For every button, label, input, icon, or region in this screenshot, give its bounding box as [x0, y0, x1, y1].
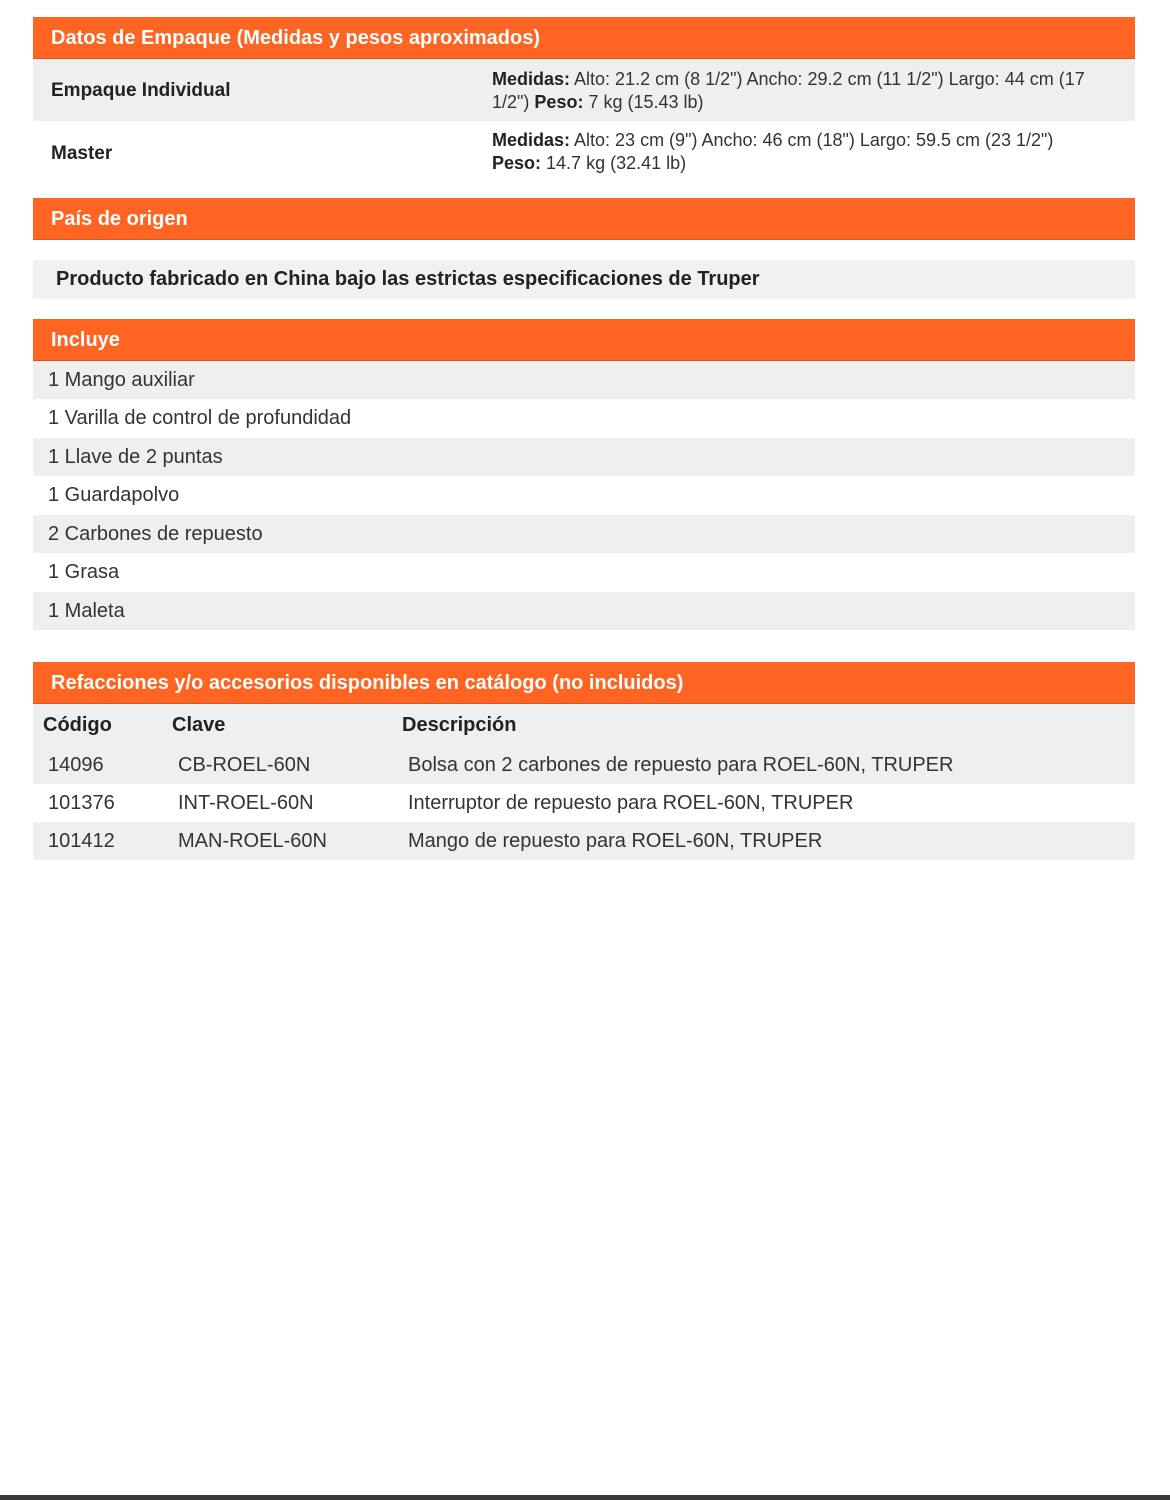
list-item: 2 Carbones de repuesto [33, 515, 1135, 553]
packaging-header: Datos de Empaque (Medidas y pesos aproximados) [33, 17, 1135, 59]
table-header-row [33, 704, 1135, 746]
measures-value: Alto: 23 cm (9") Ancho: 46 cm (18") Largo: 59.5 cm (23 1/2") [570, 130, 1054, 150]
table-row [33, 746, 1135, 784]
bottom-bar [0, 1495, 1170, 1500]
packaging-value [492, 68, 1122, 114]
weight-label: Peso: [534, 92, 584, 112]
cell-descripcion: Interruptor de repuesto para ROEL-60N, TRUPER [408, 792, 854, 814]
cell-clave: INT-ROEL-60N [178, 792, 314, 814]
origin-header: País de origen [33, 198, 1135, 240]
weight-value: 14.7 kg (32.41 lb) [541, 153, 687, 173]
list-item: 1 Mango auxiliar [33, 361, 1135, 399]
weight-label: Peso: [492, 153, 542, 173]
cell-clave: MAN-ROEL-60N [178, 830, 327, 852]
cell-descripcion: Bolsa con 2 carbones de repuesto para ROEL-60N, TRUPER [408, 754, 954, 776]
cell-codigo: 101412 [48, 830, 115, 852]
column-header-clave: Clave [172, 714, 226, 736]
column-header-codigo: Código [43, 714, 112, 736]
cell-descripcion: Mango de repuesto para ROEL-60N, TRUPER [408, 830, 823, 852]
packaging-label: Empaque Individual [51, 80, 231, 101]
packaging-label: Master [51, 143, 113, 164]
cell-clave: CB-ROEL-60N [178, 754, 311, 776]
list-item: 1 Guardapolvo [48, 484, 180, 506]
packaging-row-master [33, 121, 1135, 185]
list-item: 1 Llave de 2 puntas [33, 438, 1135, 476]
table-row [33, 784, 1135, 822]
list-item: 1 Maleta [33, 592, 1135, 630]
includes-header: Incluye [33, 319, 1135, 361]
packaging-value [492, 129, 1122, 175]
weight-value: 7 kg (15.43 lb) [583, 92, 704, 112]
packaging-row-individual [33, 59, 1135, 121]
measures-label: Medidas: [492, 69, 571, 89]
column-header-descripcion: Descripción [402, 714, 517, 736]
measures-label: Medidas: [492, 130, 571, 150]
cell-codigo: 101376 [48, 792, 115, 814]
list-item: 1 Varilla de control de profundidad [48, 407, 352, 429]
origin-text: Producto fabricado en China bajo las estrictas especificaciones de Truper [33, 260, 1135, 299]
cell-codigo: 14096 [48, 754, 104, 776]
list-item: 1 Grasa [48, 561, 120, 583]
parts-header: Refacciones y/o accesorios disponibles en catálogo (no incluidos) [33, 662, 1135, 704]
measures-value: Alto: 21.2 cm (8 1/2") Ancho: 29.2 cm (11 1/2") Largo: 44 cm (17 1/2") [492, 69, 1085, 112]
table-row [33, 822, 1135, 860]
